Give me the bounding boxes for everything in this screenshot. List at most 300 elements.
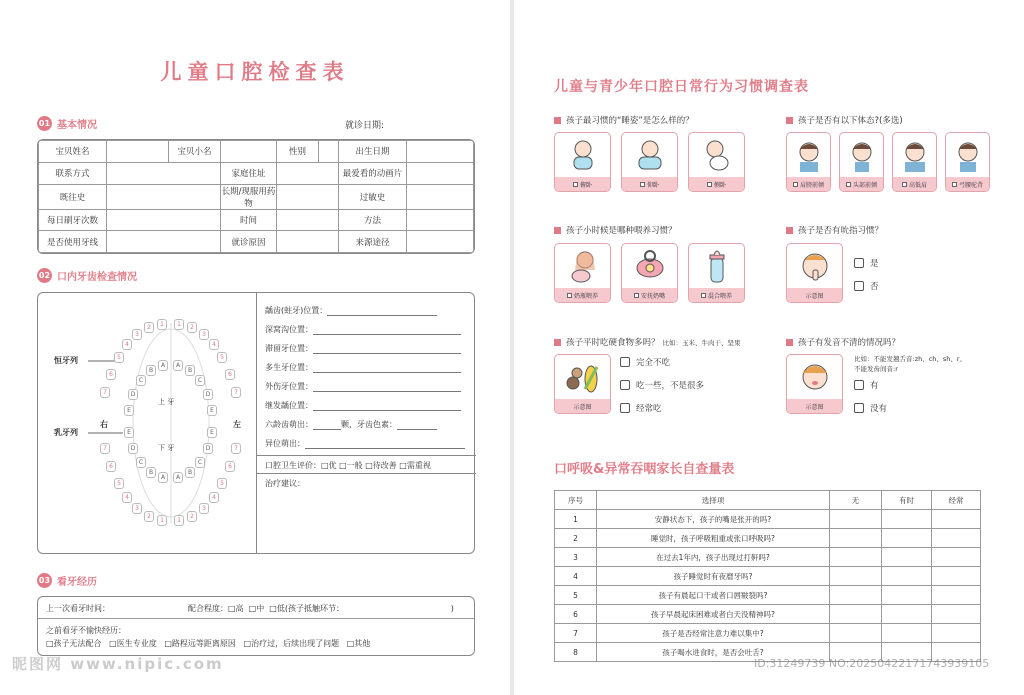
section-exam-heading bbox=[37, 268, 137, 283]
option-yes[interactable] bbox=[854, 257, 879, 269]
option-caption bbox=[622, 288, 677, 302]
option-yes[interactable] bbox=[854, 379, 879, 391]
treatment-advice[interactable]: 治疗建议： bbox=[265, 479, 305, 488]
table-cell: 宝贝小名 bbox=[169, 141, 221, 163]
line-label: 六龄齿萌出： bbox=[265, 420, 313, 429]
pigment-input[interactable] bbox=[397, 421, 437, 430]
uneven-shoulder-icon bbox=[893, 133, 936, 177]
table-cell: 方法 bbox=[339, 209, 407, 231]
option-card[interactable] bbox=[554, 243, 611, 303]
option-caption bbox=[840, 177, 883, 191]
table-cell: 既往史 bbox=[39, 184, 107, 209]
section-basic-heading bbox=[37, 116, 97, 131]
bullet-square bbox=[554, 227, 561, 234]
option-card[interactable] bbox=[688, 132, 745, 192]
input-cell[interactable] bbox=[107, 209, 221, 231]
illustration-caption: 示意图 bbox=[787, 288, 842, 302]
bullet-square bbox=[786, 227, 793, 234]
row-question: 睡觉时，孩子呼吸粗重或张口呼吸吗? bbox=[597, 529, 830, 548]
divider bbox=[257, 473, 476, 474]
baby-tooth-lower[interactable]: C bbox=[195, 457, 205, 468]
option-caption bbox=[622, 177, 677, 191]
row-number: 7 bbox=[555, 624, 597, 643]
section-label: 口内牙齿检查情况 bbox=[57, 272, 137, 283]
divider bbox=[38, 618, 474, 619]
right-page bbox=[514, 0, 1024, 695]
option-caption bbox=[689, 177, 744, 191]
column-header: 有时 bbox=[882, 491, 932, 510]
answer-cell[interactable] bbox=[830, 529, 882, 548]
option-label: 俯卧 bbox=[579, 181, 592, 189]
column-header: 序号 bbox=[555, 491, 597, 510]
option-card[interactable] bbox=[786, 132, 831, 192]
divider bbox=[257, 455, 476, 456]
tooth-lower[interactable]: 6 bbox=[106, 461, 116, 472]
trauma-line bbox=[265, 381, 461, 392]
option-label: 高低肩 bbox=[908, 181, 927, 189]
tooth-lower[interactable]: 4 bbox=[122, 492, 132, 503]
table-row bbox=[39, 162, 474, 184]
question-hint: 比如：玉米、牛肉干、坚果 bbox=[662, 338, 741, 347]
baby-tooth-upper[interactable]: C bbox=[136, 375, 146, 386]
baby-prone-icon bbox=[555, 133, 610, 177]
tooth-lower[interactable]: 2 bbox=[144, 511, 154, 522]
habit-survey-title: 儿童与青少年口腔日常行为习惯调查表 bbox=[554, 79, 809, 95]
question-feeding bbox=[554, 224, 677, 236]
answer-cell[interactable] bbox=[882, 605, 932, 624]
hygiene-rating[interactable]: 口腔卫生评价：□优 □一般 □待改善 □需重视 bbox=[265, 461, 431, 470]
shoulder-forward-icon bbox=[787, 133, 830, 177]
answer-cell[interactable] bbox=[882, 510, 932, 529]
baby-tooth-upper[interactable]: C bbox=[195, 375, 205, 386]
row-number: 1 bbox=[555, 510, 597, 529]
option-label: 奶瓶喂养 bbox=[573, 292, 598, 300]
lower-teeth-label: 下 牙 bbox=[158, 444, 175, 452]
tooth-lower[interactable]: 7 bbox=[231, 443, 241, 454]
option-label: 经常吃 bbox=[636, 404, 662, 414]
tooth-lower[interactable]: 5 bbox=[217, 478, 227, 489]
answer-cell[interactable] bbox=[830, 548, 882, 567]
table-cell: 过敏史 bbox=[339, 184, 407, 209]
section-label: 看牙经历 bbox=[57, 577, 97, 588]
tooth-upper[interactable]: 3 bbox=[132, 329, 142, 340]
option-label: 仰卧 bbox=[646, 181, 659, 189]
option-caption bbox=[555, 288, 610, 302]
row-question: 孩子是否经常注意力难以集中? bbox=[597, 624, 830, 643]
answer-cell[interactable] bbox=[932, 605, 981, 624]
corn-nuts-icon bbox=[555, 355, 610, 399]
line-label: 龋齿(蛀牙)位置： bbox=[265, 306, 328, 315]
hunchback-icon bbox=[946, 133, 989, 177]
baby-tooth-lower[interactable]: E bbox=[207, 427, 217, 438]
checkbox[interactable] bbox=[634, 293, 639, 298]
question-body-posture bbox=[786, 114, 903, 126]
line-label: 深窝沟位置： bbox=[265, 325, 313, 334]
answer-cell[interactable] bbox=[932, 624, 981, 643]
checkbox[interactable] bbox=[707, 182, 712, 187]
tooth-lower[interactable]: 1 bbox=[157, 515, 167, 526]
option-label: 吃一些，不是很多 bbox=[636, 381, 705, 391]
baby-tooth-lower[interactable]: B bbox=[146, 467, 156, 478]
ectopic-eruption-line bbox=[265, 438, 465, 449]
section-number: 02 bbox=[37, 268, 52, 283]
caries-position-line bbox=[265, 305, 437, 316]
permanent-dentition-label: 恒牙列 bbox=[54, 356, 78, 365]
input-cell[interactable] bbox=[221, 141, 277, 163]
breastfeeding-icon bbox=[555, 244, 610, 288]
baby-side-icon bbox=[689, 133, 744, 177]
option-never[interactable] bbox=[620, 356, 670, 368]
tooth-upper[interactable]: 1 bbox=[174, 319, 184, 330]
table-row bbox=[39, 209, 474, 231]
answer-cell[interactable] bbox=[882, 567, 932, 586]
option-label: 肩膀前倾 bbox=[799, 181, 824, 189]
answer-cell[interactable] bbox=[830, 624, 882, 643]
input-cell[interactable] bbox=[407, 184, 474, 209]
baby-tooth-lower[interactable]: D bbox=[203, 443, 213, 454]
tooth-upper[interactable]: 5 bbox=[114, 352, 124, 363]
input-cell[interactable] bbox=[107, 184, 221, 209]
baby-tooth-lower[interactable]: A bbox=[173, 472, 183, 483]
six-year-molar-line bbox=[265, 419, 437, 430]
tooth-lower[interactable]: 3 bbox=[199, 503, 209, 514]
input-cell[interactable] bbox=[107, 162, 221, 184]
table-row bbox=[555, 548, 981, 567]
dental-chart bbox=[38, 293, 257, 553]
pacifier-icon bbox=[622, 244, 677, 288]
section-number: 03 bbox=[37, 573, 52, 588]
answer-cell[interactable] bbox=[932, 586, 981, 605]
answer-cell[interactable] bbox=[882, 548, 932, 567]
tooth-upper[interactable]: 6 bbox=[106, 369, 116, 380]
answer-cell[interactable] bbox=[932, 548, 981, 567]
visit-date-label: 就诊日期: bbox=[345, 121, 385, 131]
tooth-lower[interactable]: 3 bbox=[132, 503, 142, 514]
tooth-lower[interactable]: 2 bbox=[187, 511, 197, 522]
fissure-position-line bbox=[265, 324, 461, 335]
left-side-label: 左 bbox=[233, 420, 241, 429]
option-label: 完全不吃 bbox=[636, 358, 671, 368]
section-number: 01 bbox=[37, 116, 52, 131]
watermark: ID:31249739 NO:20250422171743939105 bbox=[754, 657, 990, 670]
line-label: 异位萌出： bbox=[265, 439, 305, 448]
input-cell[interactable] bbox=[107, 141, 169, 163]
checkbox[interactable] bbox=[567, 293, 572, 298]
question-label: 孩子是否有以下体态?(多选) bbox=[798, 116, 903, 126]
question-thumb-sucking bbox=[786, 224, 883, 236]
baby-tooth-lower[interactable]: D bbox=[128, 443, 138, 454]
option-card[interactable] bbox=[621, 132, 678, 192]
table-cell: 时间 bbox=[221, 209, 277, 231]
dental-history-box bbox=[37, 596, 475, 656]
bullet-square bbox=[786, 339, 793, 346]
option-card[interactable] bbox=[688, 243, 745, 303]
checkbox[interactable] bbox=[846, 182, 851, 187]
option-label: 是 bbox=[870, 259, 879, 269]
caries-position-input[interactable] bbox=[327, 307, 437, 316]
illustration-caption: 示意图 bbox=[555, 399, 610, 413]
option-card[interactable] bbox=[554, 132, 611, 192]
baby-tooth-upper[interactable]: B bbox=[146, 365, 156, 376]
baby-tooth-lower[interactable]: A bbox=[158, 472, 168, 483]
answer-cell[interactable] bbox=[882, 624, 932, 643]
illustration-card bbox=[786, 354, 843, 414]
baby-tooth-upper[interactable]: D bbox=[128, 389, 138, 400]
input-cell[interactable] bbox=[407, 231, 474, 253]
row-number: 8 bbox=[555, 643, 597, 662]
table-row bbox=[555, 567, 981, 586]
molar-count-input[interactable] bbox=[313, 421, 341, 430]
row-number: 3 bbox=[555, 548, 597, 567]
table-cell: 联系方式 bbox=[39, 162, 107, 184]
answer-cell[interactable] bbox=[932, 567, 981, 586]
watermark: 昵图网 www.nipic.com bbox=[12, 655, 224, 673]
row-question: 孩子有晨起口干或者口唇皲裂吗? bbox=[597, 586, 830, 605]
tooth-upper[interactable]: 2 bbox=[144, 322, 154, 333]
row-number: 6 bbox=[555, 605, 597, 624]
option-no[interactable] bbox=[854, 402, 887, 414]
input-cell[interactable] bbox=[107, 231, 221, 253]
answer-cell[interactable] bbox=[932, 529, 981, 548]
checkbox[interactable] bbox=[620, 380, 630, 390]
column-header: 选择项 bbox=[597, 491, 830, 510]
table-row bbox=[555, 510, 981, 529]
checkbox[interactable] bbox=[640, 182, 645, 187]
checkbox[interactable] bbox=[701, 293, 706, 298]
answer-cell[interactable] bbox=[882, 529, 932, 548]
option-label: 安抚奶嘴 bbox=[640, 292, 665, 300]
illustration-caption: 示意图 bbox=[787, 399, 842, 413]
input-cell[interactable] bbox=[319, 141, 339, 163]
retained-tooth-line bbox=[265, 343, 461, 354]
tooth-upper[interactable]: 5 bbox=[217, 352, 227, 363]
answer-cell[interactable] bbox=[830, 586, 882, 605]
checkbox[interactable] bbox=[854, 380, 864, 390]
answer-cell[interactable] bbox=[830, 510, 882, 529]
option-card[interactable] bbox=[621, 243, 678, 303]
question-label: 孩子平时吃硬食物多吗？ bbox=[566, 338, 660, 348]
table-row bbox=[39, 231, 474, 253]
input-cell[interactable] bbox=[407, 209, 474, 231]
table-cell: 出生日期 bbox=[339, 141, 407, 163]
baby-tooth-lower[interactable]: E bbox=[124, 427, 134, 438]
answer-cell[interactable] bbox=[882, 586, 932, 605]
supernumerary-line bbox=[265, 362, 461, 373]
tooth-upper[interactable]: 3 bbox=[199, 329, 209, 340]
option-some[interactable] bbox=[620, 379, 704, 391]
table-row bbox=[39, 184, 474, 209]
option-label: 否 bbox=[870, 282, 879, 292]
answer-cell[interactable] bbox=[830, 567, 882, 586]
question-label: 孩子最习惯的“睡姿”是怎么样的？ bbox=[566, 116, 694, 126]
option-caption bbox=[893, 177, 936, 191]
option-card[interactable] bbox=[945, 132, 990, 192]
row-number: 2 bbox=[555, 529, 597, 548]
line-label: 继发龋位置： bbox=[265, 401, 313, 410]
row-question: 孩子喝水进食时，是否会吐舌? bbox=[597, 643, 830, 662]
unpleasant-experience-label: 之前看牙不愉快经历： bbox=[46, 626, 126, 635]
option-label: 有 bbox=[870, 381, 879, 391]
answer-cell[interactable] bbox=[932, 510, 981, 529]
checkbox[interactable] bbox=[620, 403, 630, 413]
fissure-position-input[interactable] bbox=[313, 326, 461, 335]
checkbox[interactable] bbox=[793, 182, 798, 187]
head-forward-icon bbox=[840, 133, 883, 177]
baby-supine-icon bbox=[622, 133, 677, 177]
option-caption bbox=[787, 177, 830, 191]
checkbox[interactable] bbox=[952, 182, 957, 187]
option-card[interactable] bbox=[839, 132, 884, 192]
table-cell: 来源途径 bbox=[339, 231, 407, 253]
table-row bbox=[555, 624, 981, 643]
speaking-child-icon bbox=[787, 355, 842, 399]
tooth-upper[interactable]: 6 bbox=[225, 369, 235, 380]
bullet-square bbox=[554, 117, 561, 124]
input-cell[interactable] bbox=[277, 184, 339, 209]
table-row bbox=[555, 529, 981, 548]
row-question: 安静状态下，孩子的嘴是张开的吗? bbox=[597, 510, 830, 529]
row-question: 孩子早晨起床困难或者白天没精神吗? bbox=[597, 605, 830, 624]
section-history-heading bbox=[37, 573, 97, 588]
secondary-caries-input[interactable] bbox=[313, 402, 461, 411]
baby-tooth-lower[interactable]: B bbox=[185, 467, 195, 478]
primary-dentition-label: 乳牙列 bbox=[54, 428, 78, 437]
upper-teeth-label: 上 牙 bbox=[158, 398, 175, 406]
question-hint: 不能发齿间音:r bbox=[854, 365, 898, 373]
option-caption bbox=[946, 177, 989, 191]
question-sleep-posture bbox=[554, 114, 694, 126]
section-label: 基本情况 bbox=[57, 120, 97, 131]
tooth-upper[interactable]: 4 bbox=[122, 339, 132, 350]
question-pronunciation bbox=[786, 336, 900, 348]
baby-tooth-upper[interactable]: B bbox=[185, 365, 195, 376]
table-header-row bbox=[555, 491, 981, 510]
table-row bbox=[39, 141, 474, 163]
left-page bbox=[0, 0, 510, 695]
row-question: 孩子睡觉时有夜磨牙吗? bbox=[597, 567, 830, 586]
tooth-lower[interactable]: 6 bbox=[225, 461, 235, 472]
table-cell: 宝贝姓名 bbox=[39, 141, 107, 163]
column-header: 无 bbox=[830, 491, 882, 510]
baby-tooth-upper[interactable]: A bbox=[158, 360, 168, 371]
line-label: 颗，牙齿色素： bbox=[341, 420, 397, 429]
option-label: 混合喂养 bbox=[707, 292, 732, 300]
breathing-selfcheck-title: 口呼吸&异常吞咽家长自查量表 bbox=[554, 462, 735, 477]
oral-exam-box bbox=[37, 292, 475, 554]
line-label: 多生牙位置： bbox=[265, 363, 313, 372]
option-label: 头部前倾 bbox=[852, 181, 877, 189]
baby-tooth-upper[interactable]: A bbox=[173, 360, 183, 371]
option-label: 侧卧 bbox=[713, 181, 726, 189]
checkbox[interactable] bbox=[854, 281, 864, 291]
tooth-lower[interactable]: 4 bbox=[209, 492, 219, 503]
secondary-caries-line bbox=[265, 400, 461, 411]
table-cell: 长期/现服用药物 bbox=[221, 184, 277, 209]
option-card[interactable] bbox=[892, 132, 937, 192]
checkbox[interactable] bbox=[854, 403, 864, 413]
question-hard-food bbox=[554, 336, 741, 348]
illustration-card bbox=[554, 354, 611, 414]
question-hint: 比如：不能发翘舌音:zh、ch、sh、r、 bbox=[854, 355, 967, 363]
answer-cell[interactable] bbox=[830, 605, 882, 624]
checkbox[interactable] bbox=[854, 258, 864, 268]
tooth-upper[interactable]: 7 bbox=[100, 387, 110, 398]
table-row bbox=[555, 586, 981, 605]
table-cell: 是否使用牙线 bbox=[39, 231, 107, 253]
checkbox[interactable] bbox=[620, 357, 630, 367]
baby-tooth-upper[interactable]: E bbox=[207, 405, 217, 416]
cooperation-level[interactable]: 配合程度：□高 □中 □低(孩子抵触环节： ) bbox=[188, 604, 454, 613]
checkbox[interactable] bbox=[902, 182, 907, 187]
row-number: 5 bbox=[555, 586, 597, 605]
option-caption bbox=[689, 288, 744, 302]
column-header: 经常 bbox=[932, 491, 981, 510]
retained-tooth-input[interactable] bbox=[313, 345, 461, 354]
basic-info-table bbox=[37, 139, 475, 254]
trauma-input[interactable] bbox=[313, 383, 461, 392]
supernumerary-input[interactable] bbox=[313, 364, 461, 373]
input-cell[interactable] bbox=[407, 141, 474, 163]
tooth-upper[interactable]: 1 bbox=[157, 319, 167, 330]
tooth-upper[interactable]: 7 bbox=[231, 387, 241, 398]
table-cell: 最爱看的动画片 bbox=[339, 162, 407, 184]
row-number: 4 bbox=[555, 567, 597, 586]
bullet-square bbox=[554, 339, 561, 346]
page-title: 儿童口腔检查表 bbox=[160, 60, 350, 84]
breathing-selfcheck-table bbox=[554, 490, 981, 662]
tooth-lower[interactable]: 7 bbox=[100, 443, 110, 454]
option-label: 没有 bbox=[870, 404, 888, 414]
right-side-label: 右 bbox=[100, 420, 108, 429]
baby-tooth-upper[interactable]: E bbox=[124, 405, 134, 416]
option-often[interactable] bbox=[620, 402, 662, 414]
table-cell: 家庭住址 bbox=[221, 162, 277, 184]
tooth-upper[interactable]: 2 bbox=[187, 322, 197, 333]
input-cell[interactable] bbox=[277, 231, 339, 253]
baby-tooth-lower[interactable]: C bbox=[136, 457, 146, 468]
exam-findings bbox=[257, 293, 476, 553]
table-row bbox=[555, 605, 981, 624]
question-label: 孩子小时候是哪种喂养习惯？ bbox=[566, 226, 677, 236]
input-cell[interactable] bbox=[277, 162, 339, 184]
illustration-card bbox=[786, 243, 843, 303]
baby-tooth-upper[interactable]: D bbox=[203, 389, 213, 400]
line-label: 滞留牙位置： bbox=[265, 344, 313, 353]
line-label: 外伤牙位置： bbox=[265, 382, 313, 391]
input-cell[interactable] bbox=[277, 209, 339, 231]
tooth-lower[interactable]: 5 bbox=[114, 478, 124, 489]
table-cell: 就诊原因 bbox=[221, 231, 277, 253]
table-cell: 每日刷牙次数 bbox=[39, 209, 107, 231]
tooth-lower[interactable]: 1 bbox=[174, 515, 184, 526]
checkbox[interactable] bbox=[573, 182, 578, 187]
option-caption bbox=[555, 177, 610, 191]
tooth-upper[interactable]: 4 bbox=[209, 339, 219, 350]
bullet-square bbox=[786, 117, 793, 124]
last-visit-label[interactable]: 上一次看牙时间： bbox=[46, 604, 110, 613]
thumb-sucking-icon bbox=[787, 244, 842, 288]
ectopic-input[interactable] bbox=[305, 440, 465, 449]
option-label: 弓腰驼背 bbox=[958, 181, 983, 189]
option-no[interactable] bbox=[854, 280, 879, 292]
unpleasant-options[interactable]: □孩子无法配合 □医生专业度 □路程远等距离原因 □治疗过，后续出现了问题 □其他 bbox=[46, 639, 371, 648]
question-label: 孩子有发音不清的情况吗？ bbox=[798, 338, 901, 348]
question-label: 孩子是否有吮指习惯？ bbox=[798, 226, 884, 236]
table-cell: 性别 bbox=[277, 141, 319, 163]
input-cell[interactable] bbox=[407, 162, 474, 184]
row-question: 在过去1年内，孩子出现过打鼾吗? bbox=[597, 548, 830, 567]
baby-bottle-icon bbox=[689, 244, 744, 288]
